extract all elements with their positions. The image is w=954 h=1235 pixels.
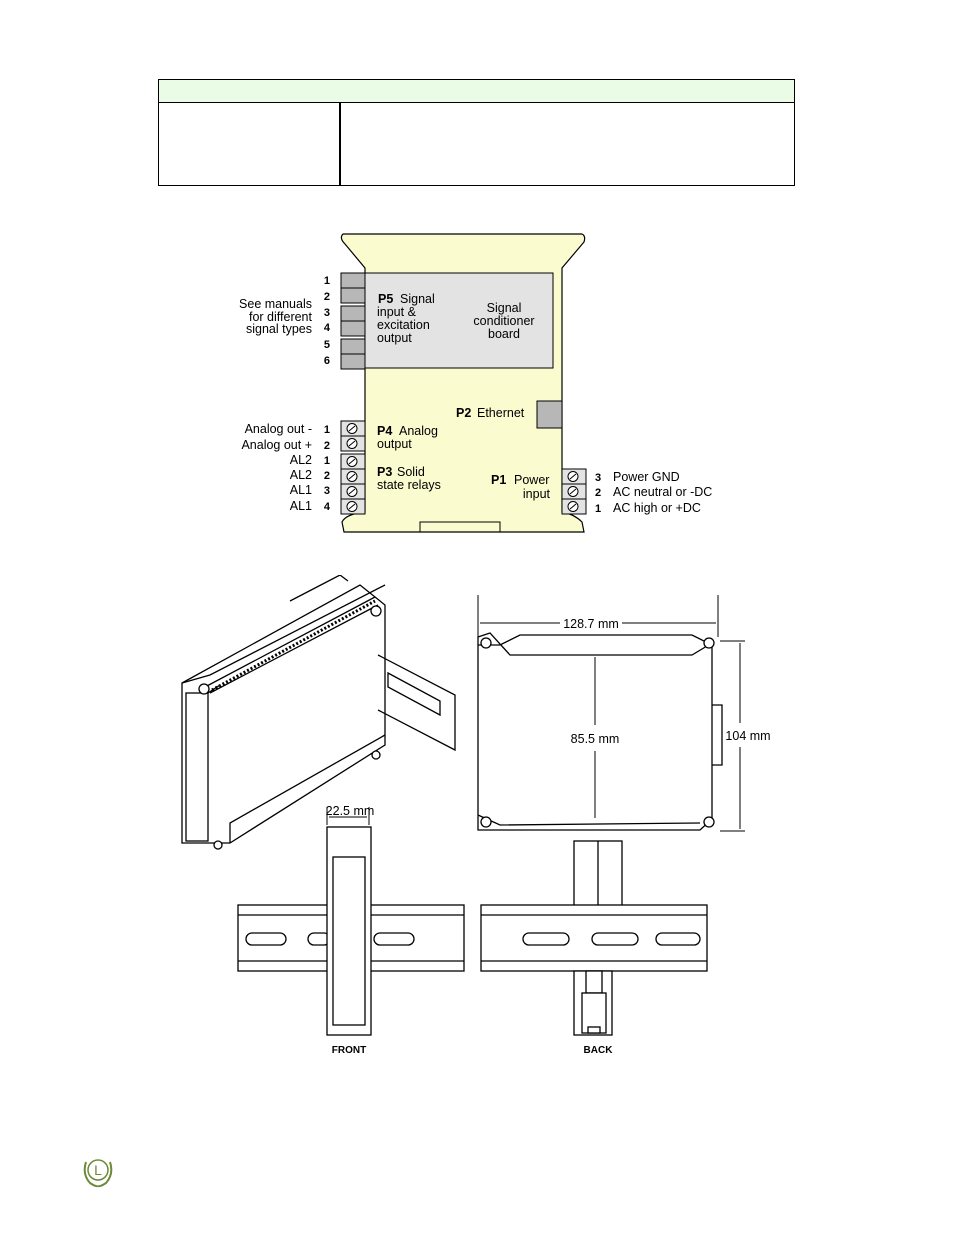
terminal-name: Analog out +: [241, 438, 312, 452]
p5-pin: 4: [323, 322, 330, 334]
p5-label: P5: [378, 292, 394, 306]
company-logo: [80, 1152, 116, 1188]
p4-desc: output: [377, 437, 412, 451]
p3-desc: Solid: [397, 465, 425, 479]
p1-desc: input: [522, 487, 550, 501]
p5-pin: 3: [323, 307, 330, 319]
screw-terminal: [341, 454, 365, 469]
terminal-pin: 1: [595, 503, 602, 515]
p5-desc: input &: [377, 305, 416, 319]
back-label: BACK: [583, 1045, 613, 1056]
terminal-name: AL2: [289, 453, 312, 467]
inner-height-dimension: 85.5 mm: [570, 732, 620, 746]
ethernet-port: [537, 401, 562, 428]
p5-pin: 1: [323, 275, 330, 287]
terminal-pin: 1: [323, 455, 330, 467]
logo-letter: L: [94, 1162, 102, 1178]
back-view: [481, 841, 707, 1035]
front-label: FRONT: [331, 1045, 367, 1056]
p5-pin: 6: [323, 355, 330, 367]
screw-terminal: [341, 499, 365, 514]
board-label: board: [488, 327, 520, 341]
p5-side-note: signal types: [245, 322, 312, 336]
depth-dimension: 22.5 mm: [325, 804, 375, 818]
p2-label: P2: [456, 406, 472, 420]
p5-desc: excitation: [377, 318, 430, 332]
board-label: Signal: [486, 301, 522, 315]
spec-table: [158, 79, 795, 186]
p4-label: P4: [377, 424, 393, 438]
terminal-pin: 2: [323, 470, 330, 482]
terminal-pin: 3: [595, 472, 602, 484]
spec-table-cell-label: [159, 103, 341, 185]
screw-terminal: [341, 469, 365, 484]
spec-table-header: [159, 80, 794, 103]
p5-desc: Signal: [400, 292, 435, 306]
p5-connector-blocks: [341, 273, 365, 369]
left-terminal-block: [341, 421, 365, 514]
p2-desc: Ethernet: [477, 406, 525, 420]
isometric-module-view: [182, 575, 455, 849]
board-label: conditioner: [473, 314, 535, 328]
screw-terminal: [341, 484, 365, 499]
terminal-pin: 4: [323, 501, 330, 513]
spec-table-row: [159, 103, 794, 185]
height-dimension: 104 mm: [725, 729, 771, 743]
p5-desc: output: [377, 331, 412, 345]
p3-label: P3: [377, 465, 393, 479]
right-terminal-block: [562, 469, 586, 514]
terminal-pin: 1: [323, 424, 330, 436]
terminal-name: AL1: [289, 499, 312, 513]
p5-side-note: See manuals: [239, 297, 312, 311]
spec-table-cell-value: [341, 103, 794, 185]
p5-side-note: for different: [248, 310, 312, 324]
screw-terminal: [341, 436, 365, 451]
terminal-pin: 2: [323, 440, 330, 452]
terminal-name: AC high or +DC: [613, 501, 701, 515]
terminal-name: AC neutral or -DC: [613, 485, 713, 499]
p4-desc: Analog: [399, 424, 438, 438]
screw-terminal: [562, 469, 586, 484]
front-view: [238, 827, 464, 1035]
terminal-name: Power GND: [613, 470, 680, 484]
screw-terminal: [562, 484, 586, 499]
p1-desc: Power: [514, 473, 550, 487]
terminal-name: AL2: [289, 468, 312, 482]
p5-pin: 5: [323, 339, 330, 351]
screw-terminal: [341, 421, 365, 436]
screw-terminal: [562, 499, 586, 514]
terminal-pin: 2: [595, 487, 602, 499]
terminal-name: AL1: [289, 483, 312, 497]
terminal-name: Analog out -: [244, 422, 312, 436]
p5-pin: 2: [323, 291, 330, 303]
p1-label: P1: [491, 473, 507, 487]
terminal-pin: 3: [323, 485, 330, 497]
mechanical-drawings: [0, 575, 954, 1075]
width-dimension: 128.7 mm: [563, 617, 619, 631]
p3-desc: state relays: [377, 478, 441, 492]
